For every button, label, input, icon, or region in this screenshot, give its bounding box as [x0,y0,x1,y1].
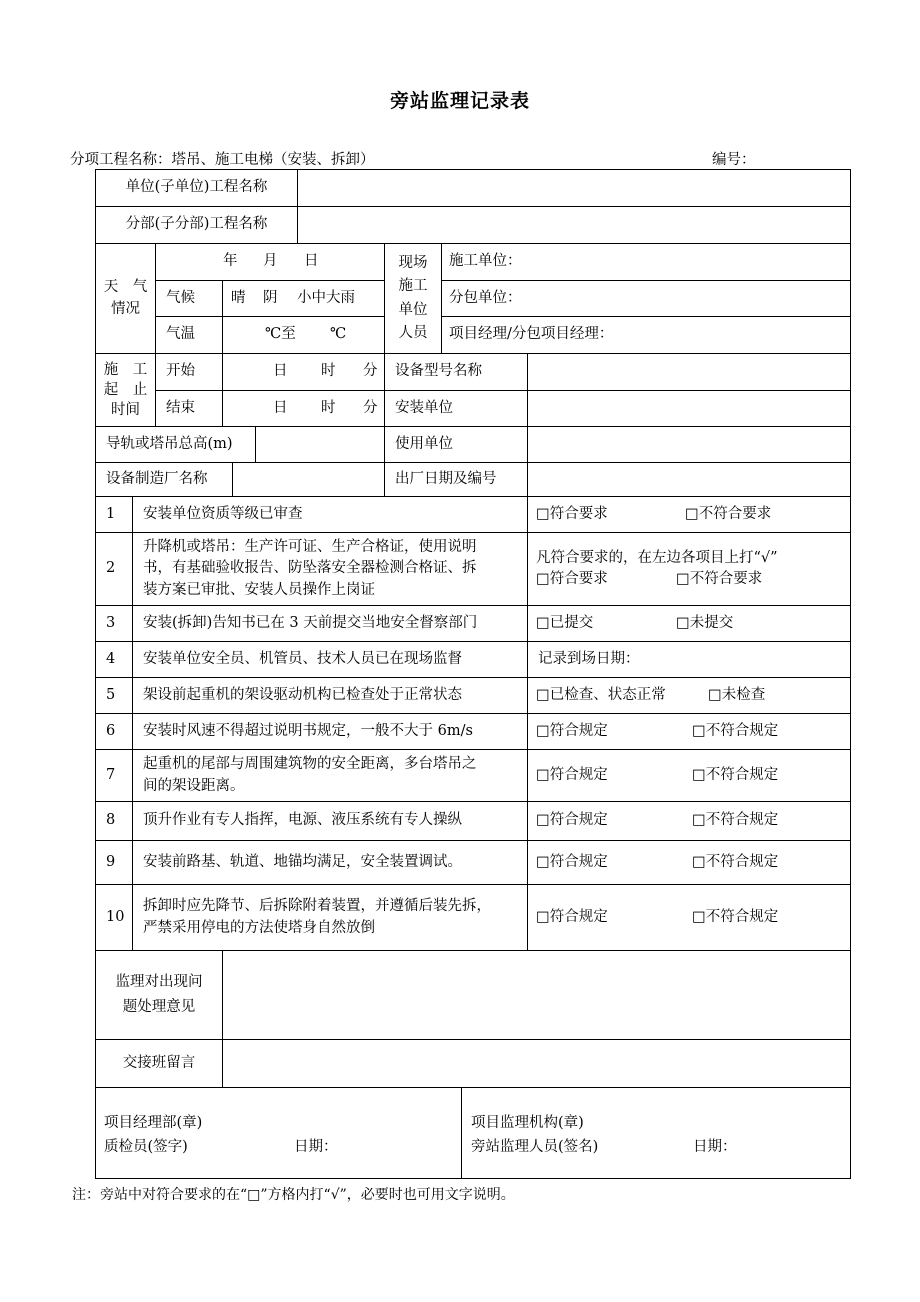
factory-date-field[interactable] [528,463,850,496]
end-time-field[interactable]: 日 时 分 [273,399,378,416]
item-text: 安装(拆卸)告知书已在 3 天前提交当地安全督察部门 [143,614,478,631]
item-text: 拆卸时应先降节、后拆除附着装置，并遵循后装先拆， 严禁采用停电的方法使塔身自然放倒 [143,898,491,936]
start-time-field[interactable]: 日 时 分 [273,363,378,380]
supervision-opinion-field[interactable] [223,951,850,1039]
option-not-meets[interactable]: □不符合要求 [676,571,763,587]
option-non-compliant[interactable]: □不符合规定 [692,812,779,829]
item-options [528,606,850,641]
temperature-label: 气温 [166,326,195,343]
handover-field[interactable] [223,1040,850,1087]
equipment-model-label: 设备型号名称 [395,363,482,380]
item-number: 2 [106,560,116,577]
item-number: 10 [106,908,125,925]
item-options [528,714,850,749]
item-number: 9 [106,853,116,870]
item-options [528,885,850,950]
subcontract-unit-field[interactable]: 分包单位： [449,289,522,306]
option-meets[interactable]: □符合要求 [536,571,608,587]
option-non-compliant[interactable]: □不符合规定 [692,722,779,739]
option-non-compliant[interactable]: □不符合规定 [692,766,779,783]
option-compliant[interactable]: □符合规定 [536,722,608,739]
option-not-meets[interactable]: □不符合要求 [685,505,772,522]
weather-date[interactable]: 年 月 日 [223,253,319,270]
option-compliant[interactable]: □符合规定 [536,766,608,783]
table-border-right [850,169,851,1179]
item-number: 8 [106,812,116,829]
item-text: 架设前起重机的架设驱动机构已检查处于正常状态 [143,686,462,703]
item-number: 5 [106,686,116,703]
item-text: 安装前路基、轨道、地锚均满足，安全装置调试。 [143,853,462,870]
item-options [528,678,850,713]
factory-date-label: 出厂日期及编号 [395,470,497,487]
item-text: 安装时风速不得超过说明书规定，一般不大于 6m/s [143,722,473,739]
supervision-opinion-label: 监理对出现问 题处理意见 [115,974,203,1015]
handover-label: 交接班留言 [122,1054,196,1071]
equipment-model-field[interactable] [528,354,850,390]
item-text: 起重机的尾部与周围建筑物的安全距离，多台塔吊之 间的架设距离。 [143,756,477,794]
item-text: 安装单位安全员、机管员、技术人员已在现场监督 [143,650,462,667]
temperature-range[interactable]: ℃至 ℃ [265,326,347,343]
option-compliant[interactable]: □符合规定 [536,853,608,870]
option-meets[interactable]: □符合要求 [536,505,608,522]
construction-unit-field[interactable]: 施工单位： [449,253,522,270]
climate-label: 气候 [166,289,195,306]
use-unit-field[interactable] [528,427,850,462]
item-options [528,750,850,801]
option-compliant[interactable]: □符合规定 [536,908,608,925]
item-number: 4 [106,650,116,667]
total-height-label: 导轨或塔吊总高(m) [106,435,233,452]
item-options [528,841,850,884]
rule [95,1087,851,1088]
item-options [528,642,850,677]
option-non-compliant[interactable]: □不符合规定 [692,853,779,870]
option-non-compliant[interactable]: □不符合规定 [692,908,779,925]
weather-label: 天 气 情况 [103,279,148,317]
option-not-checked[interactable]: □未检查 [708,686,766,703]
use-unit-label: 使用单位 [395,435,453,452]
option-compliant[interactable]: □符合规定 [536,812,608,829]
item-number: 7 [106,766,116,783]
item-number: 1 [106,505,116,522]
manufacturer-field[interactable] [233,463,384,496]
record-number-label: 编号： [712,152,756,168]
item-options [528,533,850,605]
option-checked[interactable]: □已检查、状态正常 [536,686,666,703]
project-name-label: 分项工程名称：塔吊、施工电梯（安装、拆卸） [70,152,375,168]
rule [461,1087,462,1179]
unit-project-name-field[interactable] [298,170,850,206]
item-text: 安装单位资质等级已审查 [143,505,303,522]
page-title: 旁站监理记录表 [389,90,530,112]
option-not-submitted[interactable]: □未提交 [676,614,734,631]
division-project-name-field[interactable] [298,207,850,243]
end-time-label: 结束 [166,399,195,416]
item-number: 6 [106,722,116,739]
option-submitted[interactable]: □已提交 [536,614,594,631]
arrival-date-field[interactable]: 记录到场日期： [538,650,640,667]
install-unit-label: 安装单位 [395,399,453,416]
instruction-text: 凡符合要求的，在左边各项目上打“√” [536,549,778,566]
total-height-field[interactable] [256,427,384,462]
manufacturer-label: 设备制造厂名称 [106,470,208,487]
install-unit-field[interactable] [528,391,850,426]
division-project-name-label: 分部(子分部)工程名称 [125,216,268,233]
item-number: 3 [106,614,116,631]
unit-project-name-label: 单位(子单位)工程名称 [125,179,268,196]
item-text: 顶升作业有专人指挥，电源、液压系统有专人操纵 [143,812,462,829]
site-staff-label: 现场 施工 单位 人员 [398,254,428,341]
table-border-bottom [95,1178,851,1179]
item-options [528,497,850,532]
project-managers-field[interactable]: 项目经理/分包项目经理： [449,326,614,343]
item-text: 升降机或塔吊：生产许可证、生产合格证，使用说明 书，有基础验收报告、防坠落安全器检测合格证、拆 装方案已审批、安装人员操作上岗证 [143,539,477,598]
start-end-time-label: 施 工 起 止 时间 [103,362,148,418]
item-options [528,802,850,840]
footnote: 注：旁站中对符合要求的在“□”方格内打“√”，必要时也可用文字说明。 [72,1187,515,1203]
start-time-label: 开始 [166,363,195,380]
climate-options[interactable]: 晴 阴 小中大雨 [231,289,355,306]
